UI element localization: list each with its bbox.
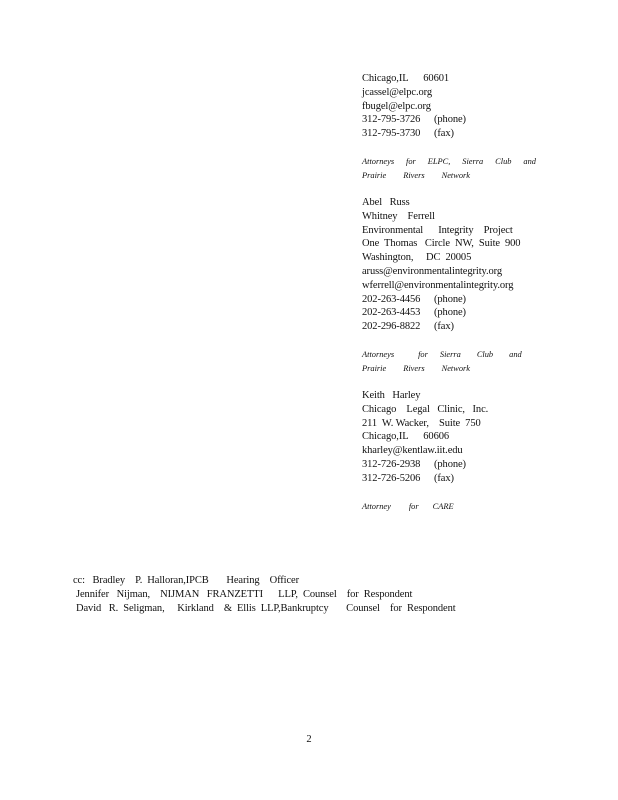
phone-line (362, 306, 552, 320)
phone-type: (phone) (434, 293, 466, 305)
attr-word: Attorney (362, 501, 391, 511)
phone-number: 202-263-4456 (362, 293, 421, 305)
attr-word: Club (495, 156, 512, 166)
phone-type: (fax) (434, 472, 454, 484)
attr-word: and (523, 156, 536, 166)
phone-line (362, 293, 552, 307)
cc-line: Jennifer Nijman, NIJMAN FRANZETTI LLP, Counsel for Respondent (76, 589, 413, 600)
attorney-for-line (362, 500, 552, 514)
elpc-contact-block (362, 72, 552, 183)
attr-word: Sierra (439, 349, 461, 359)
attorney-name: Abel Russ (362, 196, 410, 208)
attr-word: Attorneys (362, 349, 395, 359)
phone-number: 202-296-8822 (362, 321, 421, 333)
city-line: Washington, DC 20005 (362, 252, 472, 264)
attr-word: for (406, 156, 416, 166)
eip-contact-block (362, 196, 552, 376)
phone-type: (phone) (434, 307, 466, 319)
page-number: 2 (306, 734, 312, 745)
attr-word: and (509, 349, 522, 359)
phone-type: (phone) (434, 458, 466, 470)
clinic-contact-block (362, 389, 552, 514)
fax-line (362, 472, 552, 486)
attr-word: Rivers (403, 363, 425, 373)
phone-line (362, 458, 552, 472)
phone-type: (fax) (434, 321, 454, 333)
cc-line: cc: Bradley P. Halloran,IPCB Hearing Officer (73, 575, 300, 586)
organization-name: Chicago Legal Clinic, Inc. (362, 403, 489, 415)
attr-word: for (408, 501, 419, 511)
email-line: wferrell@environmentalintegrity.org (362, 279, 514, 291)
service-list-column (362, 72, 552, 514)
email-line: aruss@environmentalintegrity.org (362, 265, 503, 277)
city-line: Chicago,IL 60601 (362, 73, 450, 84)
attorney-name: Whitney Ferrell (362, 210, 435, 222)
email-line: fbugel@elpc.org (362, 100, 431, 112)
attr-word: Club (476, 349, 494, 359)
attorney-name: Keith Harley (362, 389, 421, 401)
attr-word: Prairie (362, 363, 387, 373)
attr-word: CARE (432, 501, 454, 511)
street-address: 211 W. Wacker, Suite 750 (362, 417, 481, 429)
attorneys-for-line (362, 348, 552, 362)
attr-word: for (418, 349, 428, 359)
organization-name: Environmental Integrity Project (362, 224, 513, 236)
street-address: One Thomas Circle NW, Suite 900 (362, 238, 521, 250)
attr-word: Network (441, 170, 470, 180)
attorneys-for-line-2 (362, 169, 552, 183)
phone-number: 202-263-4453 (362, 307, 421, 319)
city-line: Chicago,IL 60606 (362, 431, 450, 443)
attorneys-for-line (362, 155, 536, 169)
phone-line (362, 113, 552, 127)
phone-number: 312-726-5206 (362, 472, 421, 484)
attr-word: Rivers (403, 170, 425, 180)
fax-line (362, 127, 552, 141)
attr-word: Prairie (362, 170, 387, 180)
email-line: kharley@kentlaw.iit.edu (362, 445, 463, 457)
phone-type: (phone) (434, 114, 466, 126)
attr-word: Sierra (462, 156, 484, 166)
phone-type: (fax) (434, 128, 454, 140)
attr-word: ELPC, (427, 156, 451, 166)
fax-line (362, 320, 552, 334)
attorneys-for-line-2 (362, 362, 552, 376)
cc-line: David R. Seligman, Kirkland & Ellis LLP,Bankruptcy Counsel for Respondent (76, 603, 456, 614)
attr-word: Attorneys (362, 156, 395, 166)
phone-number: 312-795-3730 (362, 128, 421, 140)
attr-word: Network (441, 363, 470, 373)
phone-number: 312-726-2938 (362, 458, 421, 470)
email-line: jcassel@elpc.org (362, 86, 432, 98)
cc-list (73, 574, 513, 616)
phone-number: 312-795-3726 (362, 114, 421, 126)
